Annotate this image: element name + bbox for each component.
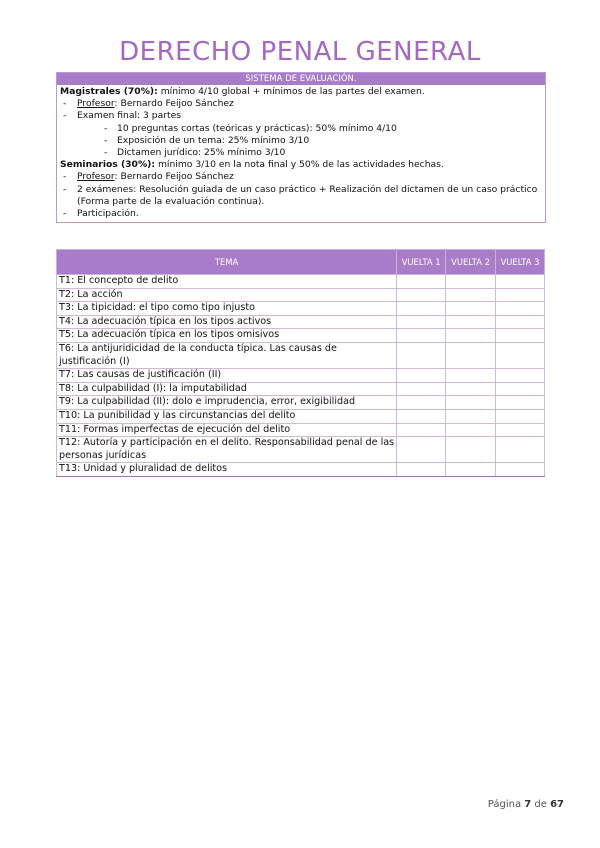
- vuelta-3-cell: [496, 275, 545, 289]
- vuelta-1-cell: [397, 288, 446, 302]
- vuelta-2-cell: [446, 315, 496, 329]
- column-header-vuelta-2: VUELTA 2: [446, 250, 496, 275]
- sub-list-item-text: Exposición de un tema: 25% mínimo 3/10: [117, 134, 310, 146]
- page-footer: [488, 799, 564, 810]
- dash-bullet: -: [104, 147, 108, 159]
- vuelta-2-cell: [446, 369, 496, 383]
- table-header-row: [57, 250, 545, 275]
- list-item-text: Participación.: [77, 208, 139, 220]
- profesor-name: : Bernardo Feijoo Sánchez: [114, 98, 234, 110]
- vuelta-2-cell: [446, 409, 496, 423]
- tema-cell: T11: Formas imperfectas de ejecución del delito: [57, 423, 397, 437]
- vuelta-2-cell: [446, 342, 496, 368]
- vuelta-2-cell: [446, 275, 496, 289]
- vuelta-1-cell: [397, 396, 446, 410]
- table-row: [57, 315, 545, 329]
- vuelta-1-cell: [397, 329, 446, 343]
- sub-list-item: [60, 123, 542, 135]
- table-row: [57, 396, 545, 410]
- dash-bullet: -: [63, 183, 67, 195]
- list-item: [60, 110, 542, 122]
- tema-cell: T4: La adecuación típica en los tipos activos: [57, 315, 397, 329]
- seminarios-text: mínimo 3/10 en la nota final y 50% de las actividades hechas.: [155, 159, 444, 171]
- vuelta-2-cell: [446, 396, 496, 410]
- list-item: [60, 171, 542, 183]
- evaluation-body: [57, 85, 545, 222]
- vuelta-2-cell: [446, 329, 496, 343]
- vuelta-2-cell: [446, 382, 496, 396]
- dash-bullet: -: [63, 171, 67, 183]
- page-separator: de: [531, 799, 551, 810]
- sub-list-item: [60, 147, 542, 159]
- column-header-vuelta-3: VUELTA 3: [496, 250, 545, 275]
- sub-list-item: [60, 135, 542, 147]
- vuelta-3-cell: [496, 382, 545, 396]
- vuelta-3-cell: [496, 342, 545, 368]
- column-header-vuelta-1: VUELTA 1: [397, 250, 446, 275]
- tema-cell: T10: La punibilidad y las circunstancias del delito: [57, 409, 397, 423]
- table-row: [57, 302, 545, 316]
- tema-cell: T6: La antijuridicidad de la conducta típica. Las causas de justificación (I): [57, 342, 397, 368]
- list-item: [60, 98, 542, 110]
- table-row: [57, 369, 545, 383]
- table-row: [57, 342, 545, 368]
- tema-cell: T12: Autoría y participación en el delito. Responsabilidad penal de las personas jurídicas: [57, 437, 397, 463]
- tema-cell: T13: Unidad y pluralidad de delitos: [57, 463, 397, 477]
- table-row: [57, 288, 545, 302]
- profesor-label: Profesor: [77, 98, 115, 110]
- table-row: [57, 437, 545, 463]
- table-row: [57, 382, 545, 396]
- tema-cell: T8: La culpabilidad (I): la imputabilidad: [57, 382, 397, 396]
- vuelta-2-cell: [446, 302, 496, 316]
- vuelta-3-cell: [496, 437, 545, 463]
- list-item: [60, 208, 542, 220]
- vuelta-3-cell: [496, 369, 545, 383]
- vuelta-1-cell: [397, 315, 446, 329]
- dash-bullet: -: [104, 134, 108, 146]
- vuelta-3-cell: [496, 329, 545, 343]
- vuelta-1-cell: [397, 437, 446, 463]
- list-item-text: Examen final: 3 partes: [77, 110, 182, 122]
- tema-cell: T2: La acción: [57, 288, 397, 302]
- dash-bullet: -: [63, 110, 67, 122]
- profesor-label: Profesor: [77, 171, 115, 183]
- profesor-name: : Bernardo Feijoo Sánchez: [114, 171, 234, 183]
- vuelta-2-cell: [446, 463, 496, 477]
- list-item-text: 2 exámenes: Resolución guiada de un caso práctico + Realización del dictamen de un caso práctico (Forma parte de la evaluación continua).: [77, 183, 538, 207]
- seminarios-label: Seminarios (30%):: [60, 159, 156, 171]
- column-header-tema: TEMA: [57, 250, 397, 275]
- vuelta-1-cell: [397, 342, 446, 368]
- evaluation-header: SISTEMA DE EVALUACIÓN.: [57, 73, 545, 85]
- dash-bullet: -: [63, 208, 67, 220]
- sub-list-item-text: Dictamen jurídico: 25% mínimo 3/10: [117, 147, 286, 159]
- vuelta-2-cell: [446, 288, 496, 302]
- magistrales-label: Magistrales (70%):: [60, 86, 158, 97]
- vuelta-3-cell: [496, 396, 545, 410]
- tema-cell: T5: La adecuación típica en los tipos omisivos: [57, 329, 397, 343]
- vuelta-3-cell: [496, 288, 545, 302]
- vuelta-3-cell: [496, 302, 545, 316]
- vuelta-1-cell: [397, 423, 446, 437]
- tema-cell: T3: La tipicidad: el tipo como tipo injusto: [57, 302, 397, 316]
- list-item: [60, 184, 542, 208]
- page-number: 7: [524, 799, 532, 810]
- table-row: [57, 329, 545, 343]
- table-row: [57, 463, 545, 477]
- table-row: [57, 423, 545, 437]
- vuelta-2-cell: [446, 437, 496, 463]
- vuelta-1-cell: [397, 382, 446, 396]
- page-title: DERECHO PENAL GENERAL: [119, 37, 481, 67]
- page-total: 67: [550, 799, 564, 810]
- sub-list-item-text: 10 preguntas cortas (teóricas y prácticas): 50% mínimo 4/10: [117, 122, 397, 134]
- dash-bullet: -: [63, 98, 67, 110]
- vuelta-2-cell: [446, 423, 496, 437]
- tema-cell: T9: La culpabilidad (II): dolo e imprudencia, error, exigibilidad: [57, 396, 397, 410]
- vuelta-3-cell: [496, 315, 545, 329]
- page-prefix: Página: [487, 799, 525, 810]
- tema-cell: T1: El concepto de delito: [57, 275, 397, 289]
- seminarios-line: [60, 159, 542, 171]
- tema-cell: T7: Las causas de justificación (II): [57, 369, 397, 383]
- vuelta-1-cell: [397, 409, 446, 423]
- vuelta-1-cell: [397, 275, 446, 289]
- table-row: [57, 409, 545, 423]
- vuelta-1-cell: [397, 369, 446, 383]
- vuelta-3-cell: [496, 423, 545, 437]
- evaluation-box: [56, 72, 546, 223]
- dash-bullet: -: [104, 122, 108, 134]
- vuelta-1-cell: [397, 463, 446, 477]
- magistrales-text: mínimo 4/10 global + mínimos de las partes del examen.: [157, 86, 425, 97]
- vuelta-3-cell: [496, 409, 545, 423]
- vuelta-3-cell: [496, 463, 545, 477]
- vuelta-1-cell: [397, 302, 446, 316]
- table-row: [57, 275, 545, 289]
- temas-table: [56, 249, 545, 477]
- magistrales-line: [60, 86, 542, 98]
